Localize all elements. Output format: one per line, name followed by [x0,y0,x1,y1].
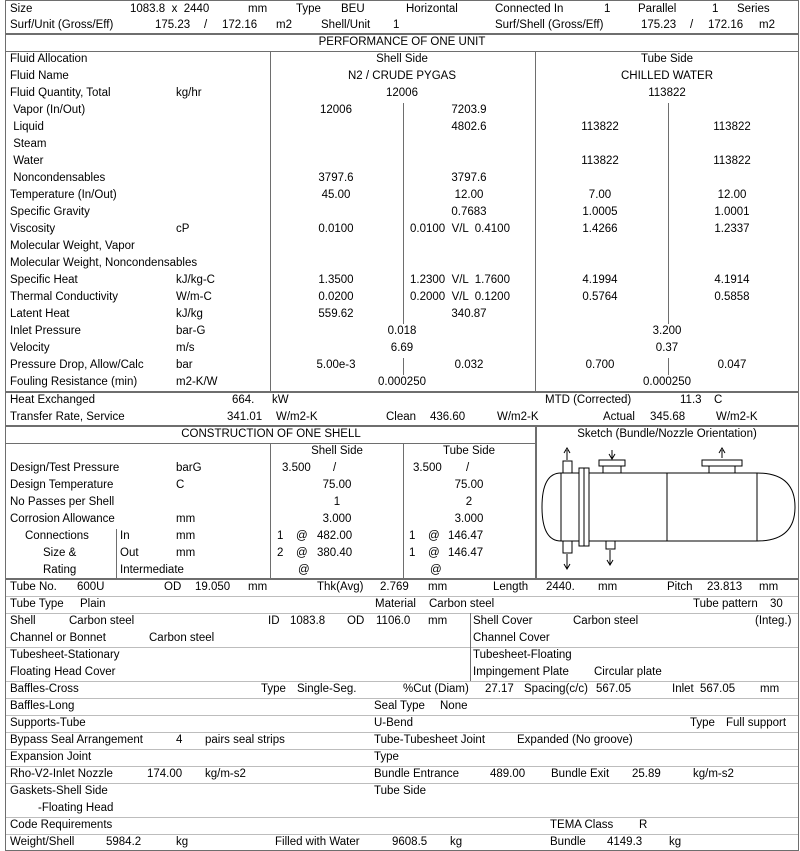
property-label: Velocity [10,342,50,354]
pitch-value: 23.813 [707,581,743,593]
nozzle-flange-icon [599,460,625,466]
shell-value: N2 / CRUDE PYGAS [348,70,456,82]
clean-label: Clean [386,411,417,423]
property-unit: kJ/kg [176,308,203,320]
shell-cover-icon [757,473,795,541]
gaskets-tube-label: Tube Side [374,785,426,797]
shell-corrosion: 3.000 [322,513,352,525]
baffle-type-label: Type [261,683,286,695]
property-label: Latent Heat [10,308,70,320]
tema-class-label: TEMA Class [550,819,614,831]
seal-type-value: None [440,700,468,712]
temperature-unit: C [176,479,185,491]
shell-out-value: 0.032 [454,359,484,371]
tube-side-header: Tube Side [641,53,693,65]
shell-unit-value: 1 [393,19,400,31]
supports-tube-label: Supports-Tube [10,717,86,729]
shell-material: Carbon steel [69,615,135,627]
tube-out-value: 113822 [713,121,751,133]
expansion-type-label: Type [374,751,399,763]
shell-od-unit: mm [428,615,448,627]
property-label: Inlet Pressure [10,325,81,337]
sketch-title: Sketch (Bundle/Nozzle Orientation) [577,428,757,440]
area-unit: m2 [276,19,292,31]
inlet-unit: mm [760,683,780,695]
shell-cover-material: Carbon steel [573,615,639,627]
rho-v2-value: 174.00 [147,768,183,780]
property-unit: kJ/kg-C [176,274,215,286]
material-value: Carbon steel [429,598,495,610]
surf-shell-eff: 172.16 [708,19,744,31]
connected-in-value: 1 [604,3,611,15]
bonnet-head-icon [542,473,561,541]
shell-design-pressure: 3.500 [282,462,311,474]
shell-in-value: 3797.6 [318,172,354,184]
connection-divider [116,529,117,579]
spacing-value: 567.05 [596,683,632,695]
tube-in-count: 1 [409,530,416,542]
shell-out-value: 7203.9 [451,104,487,116]
tube-tubesheet-joint-label: Tube-Tubesheet Joint [374,734,486,746]
shell-side-header: Shell Side [311,445,363,457]
shell-out-size: 380.40 [317,547,353,559]
design-temperature-label: Design Temperature [10,479,114,491]
shell-value: 6.69 [390,342,414,354]
tube-out-value: 113822 [713,155,751,167]
shell-out-count: 2 [277,547,284,559]
in-out-divider [403,239,404,256]
inlet-value: 567.05 [700,683,736,695]
tube-inlet-nozzle-icon [563,461,572,473]
channel-label: Channel or Bonnet [10,632,106,644]
heat-exchanged-label: Heat Exchanged [10,394,96,406]
shell-in-value: 0.0100 [318,223,354,235]
bundle-exit-label: Bundle Exit [551,768,610,780]
code-requirements-label: Code Requirements [10,819,113,831]
exchanger-sketch [537,444,798,578]
tube-value: 3.200 [652,325,682,337]
in-out-divider [668,256,669,273]
tube-in-value: 1.4266 [582,223,618,235]
gaskets-floating-head-label: -Floating Head [38,802,114,814]
shell-value: 12006 [386,87,418,99]
shell-column-divider [270,443,271,579]
tube-number-value: 600U [77,581,105,593]
property-label: Temperature (In/Out) [10,189,117,201]
detail-column-divider [470,613,471,681]
surf-shell-gross: 175.23 [641,19,677,31]
tube-passes: 2 [465,496,473,508]
surf-unit-label: Surf/Unit (Gross/Eff) [10,19,114,31]
area-unit: m2 [759,19,775,31]
shell-in-value: 12006 [320,104,352,116]
spacing-label: Spacing(c/c) [524,683,588,695]
shell-in-value: 559.62 [318,308,354,320]
tube-out-value: 0.047 [717,359,747,371]
construction-title: CONSTRUCTION OF ONE SHELL [181,428,361,440]
slash: / [204,19,208,31]
shell-out-value: 3797.6 [451,172,487,184]
bypass-label: Bypass Seal Arrangement [10,734,143,746]
conn-unit: mm [176,547,196,559]
series-label: Series [737,3,770,15]
tube-corrosion: 3.000 [454,513,484,525]
tube-out-value: 4.1914 [714,274,750,286]
shell-out-value: 12.00 [454,189,484,201]
header-section [5,0,799,34]
corrosion-unit: mm [176,513,196,525]
drain-nozzle-icon [606,541,615,549]
tube-od-value: 19.050 [195,581,231,593]
tube-in-value: 0.700 [585,359,615,371]
shell-value: 0.000250 [378,376,426,388]
property-label: Water [10,155,44,167]
at-sign: @ [428,530,440,542]
filled-water-label: Filled with Water [275,836,360,848]
shell-cover-label: Shell Cover [473,615,533,627]
shell-out-value: 0.2000 V/L 0.1200 [410,291,510,303]
conn-in-label: In [120,530,130,542]
weight-value: 5984.2 [106,836,142,848]
type-value: BEU [341,3,365,15]
bundle-weight-label: Bundle [550,836,586,848]
property-label: Steam [10,138,47,150]
tubesheet-floating-label: Tubesheet-Floating [473,649,572,661]
tube-od-label: OD [164,581,182,593]
in-out-divider [668,137,669,154]
property-label: Molecular Weight, Noncondensables [10,257,198,269]
rho-v2-label: Rho-V2-Inlet Nozzle [10,768,113,780]
weight-label: Weight/Shell [10,836,75,848]
channel-material: Carbon steel [149,632,215,644]
passes-label: No Passes per Shell [10,496,115,508]
property-label: Fouling Resistance (min) [10,376,138,388]
property-unit: m/s [176,342,195,354]
orientation-value: Horizontal [406,3,458,15]
pitch-unit: mm [759,581,779,593]
property-unit: m2-K/W [176,376,218,388]
baffles-cross-label: Baffles-Cross [10,683,79,695]
shell-out-value: 1.2300 V/L 1.7600 [410,274,510,286]
nozzle-neck-icon [709,466,735,473]
pressure-unit: barG [176,462,202,474]
pitch-label: Pitch [667,581,693,593]
channel-icon [561,473,579,541]
slash: / [690,19,694,31]
clean-unit: W/m2-K [497,411,539,423]
channel-cover-label: Channel Cover [473,632,550,644]
thickness-value: 2.769 [380,581,409,593]
actual-unit: W/m2-K [716,411,758,423]
property-label: Specific Heat [10,274,78,286]
tube-value: 113822 [648,87,686,99]
shell-out-value: 4802.6 [451,121,487,133]
bundle-weight-unit: kg [669,836,682,848]
bundle-entrance-label: Bundle Entrance [374,768,460,780]
size-value: 1083.8 x 2440 [130,3,210,15]
tema-class-value: R [639,819,648,831]
tube-out-count: 1 [409,547,416,559]
in-out-divider [668,239,669,256]
tube-out-value: 12.00 [717,189,747,201]
size-label: Size [10,3,33,15]
series-count: 1 [712,3,719,15]
property-label: Specific Gravity [10,206,90,218]
tube-design-pressure: 3.500 [413,462,442,474]
surf-unit-gross: 175.23 [155,19,191,31]
shell-label: Shell [10,615,36,627]
property-label: Molecular Weight, Vapor [10,240,135,252]
expansion-joint-label: Expansion Joint [10,751,92,763]
tube-od-unit: mm [248,581,268,593]
at-sign: @ [296,530,308,542]
transfer-rate-label: Transfer Rate, Service [10,411,125,423]
tubesheet-stationary-label: Tubesheet-Stationary [10,649,120,661]
in-out-divider [403,137,404,154]
shell-cover-note: (Integ.) [755,615,792,627]
parallel-label: Parallel [638,3,677,15]
at-sign: @ [428,547,440,559]
mtd-unit: C [714,394,723,406]
floating-head-cover-label: Floating Head Cover [10,666,116,678]
in-out-divider [668,171,669,188]
nozzle-neck-icon [603,466,621,473]
rho-v2-unit: kg/m-s2 [205,768,246,780]
in-out-divider [668,103,669,120]
bypass-description: pairs seal strips [205,734,285,746]
property-label: Liquid [10,121,44,133]
shell-od-label: OD [347,615,365,627]
shell-design-temperature: 75.00 [322,479,352,491]
tube-value: 0.37 [655,342,679,354]
property-unit: bar-G [176,325,206,337]
tube-type-label: Tube Type [10,598,64,610]
tube-out-value: 1.0001 [714,206,750,218]
flange-icon [584,468,589,546]
tube-out-value: 0.5858 [714,291,750,303]
baffle-type-value: Single-Seg. [297,683,357,695]
performance-title: PERFORMANCE OF ONE UNIT [318,36,486,48]
transfer-rate-unit: W/m2-K [276,411,318,423]
bundle-weight-value: 4149.3 [607,836,643,848]
tube-in-size: 146.47 [448,530,484,542]
property-unit: cP [176,223,190,235]
actual-label: Actual [603,411,635,423]
connections-label: Connections [25,530,89,542]
seal-type-label: Seal Type [374,700,425,712]
tube-column-divider [403,443,404,579]
design-pressure-label: Design/Test Pressure [10,462,120,474]
tube-design-temperature: 75.00 [454,479,484,491]
conn-intermediate-label: Intermediate [120,564,184,576]
tube-in-value: 4.1994 [582,274,618,286]
tube-in-value: 0.5764 [582,291,618,303]
heat-exchanged-value: 664. [232,394,255,406]
shell-id-value: 1083.8 [290,615,326,627]
tube-out-size: 146.47 [448,547,484,559]
property-label: Fluid Name [10,70,69,82]
slash: / [333,462,337,474]
shell-in-value: 5.00e-3 [316,359,356,371]
shell-out-value: 0.7683 [451,206,487,218]
type-label: Type [296,3,321,15]
property-label: Thermal Conductivity [10,291,119,303]
property-unit: kg/hr [176,87,202,99]
heat-unit: kW [272,394,289,406]
tube-type-value: Plain [80,598,106,610]
tube-pattern-value: 30 [770,598,783,610]
shell-in-value: 0.0200 [318,291,354,303]
thickness-label: Thk(Avg) [317,581,364,593]
conn-out-label: Out [120,547,139,559]
nozzle-flange-icon [702,460,742,466]
property-label: Noncondensables [10,172,106,184]
in-out-divider [403,154,404,171]
property-unit: W/m-C [176,291,212,303]
tubesheet-icon [579,468,584,546]
slash: / [466,462,470,474]
mtd-value: 11.3 [680,394,702,406]
tube-in-value: 1.0005 [582,206,618,218]
tube-in-value: 7.00 [588,189,612,201]
tube-number-label: Tube No. [10,581,57,593]
property-label: Pressure Drop, Allow/Calc [10,359,144,371]
clean-value: 436.60 [430,411,466,423]
row-divider [6,817,798,818]
transfer-rate-service: 341.01 [227,411,263,423]
fluid-allocation-label: Fluid Allocation [10,53,88,65]
shell-in-value: 1.3500 [318,274,354,286]
tube-out-value: 1.2337 [714,223,750,235]
support-type-label: Type [690,717,715,729]
material-label: Material [375,598,416,610]
baffles-long-label: Baffles-Long [10,700,75,712]
u-bend-label: U-Bend [374,717,413,729]
shell-out-value: 0.0100 V/L 0.4100 [410,223,510,235]
property-label: Vapor (In/Out) [10,104,86,116]
actual-value: 345.68 [650,411,686,423]
corrosion-label: Corrosion Allowance [10,513,115,525]
surf-shell-label: Surf/Shell (Gross/Eff) [495,19,604,31]
shell-out-value: 340.87 [451,308,487,320]
bypass-value: 4 [176,734,183,746]
bundle-entrance-value: 489.00 [490,768,526,780]
impingement-value: Circular plate [594,666,662,678]
gaskets-shell-label: Gaskets-Shell Side [10,785,108,797]
shell-id-label: ID [268,615,280,627]
cut-label: %Cut (Diam) [403,683,469,695]
property-label: Fluid Quantity, Total [10,87,111,99]
tube-in-value: 113822 [581,121,619,133]
length-value: 2440. [546,581,575,593]
weight-unit: kg [176,836,189,848]
at-sign: @ [298,564,310,576]
thickness-unit: mm [428,581,448,593]
in-out-divider [403,256,404,273]
shell-od-value: 1106.0 [376,615,411,627]
mtd-label: MTD (Corrected) [545,394,632,406]
connected-in-label: Connected In [495,3,564,15]
cut-value: 27.17 [485,683,514,695]
tube-side-header: Tube Side [443,445,495,457]
filled-water-unit: kg [450,836,463,848]
in-out-divider [668,307,669,324]
conn-unit: mm [176,530,196,542]
surf-unit-eff: 172.16 [222,19,258,31]
support-type-value: Full support [726,717,787,729]
inlet-label: Inlet [672,683,694,695]
tube-tubesheet-joint-value: Expanded (No groove) [517,734,633,746]
shell-body-icon [589,473,757,541]
at-sign: @ [430,564,442,576]
rating-label: Rating [43,564,77,576]
shell-value: 0.018 [387,325,417,337]
bundle-exit-value: 25.89 [632,768,661,780]
length-label: Length [493,581,529,593]
tube-value: CHILLED WATER [620,70,713,82]
bundle-exit-unit: kg/m-s2 [693,768,734,780]
tube-outlet-nozzle-icon [563,541,572,553]
shell-side-header: Shell Side [376,53,428,65]
property-label: Viscosity [10,223,56,235]
property-unit: bar [176,359,193,371]
size-unit: mm [248,3,268,15]
at-sign: @ [296,547,308,559]
impingement-label: Impingement Plate [473,666,569,678]
filled-water-value: 9608.5 [392,836,428,848]
size-and-label: Size & [43,547,77,559]
tube-in-value: 113822 [581,155,619,167]
row-divider [6,647,798,648]
shell-unit-label: Shell/Unit [321,19,371,31]
shell-in-size: 482.00 [317,530,353,542]
length-unit: mm [598,581,618,593]
tube-pattern-label: Tube pattern [693,598,758,610]
tube-value: 0.000250 [643,376,691,388]
shell-passes: 1 [333,496,341,508]
row-divider [6,749,798,750]
shell-in-count: 1 [277,530,284,542]
shell-in-value: 45.00 [321,189,351,201]
